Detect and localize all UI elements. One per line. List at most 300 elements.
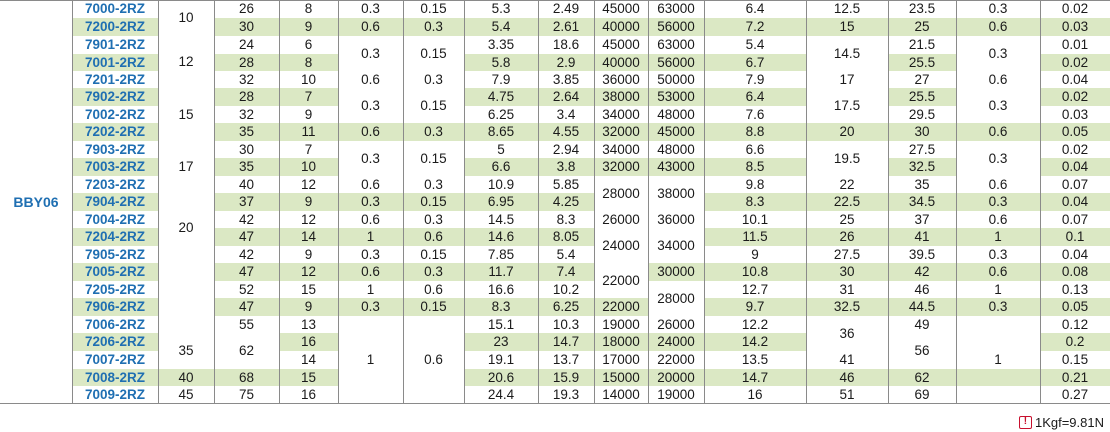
value-cell-Cr: 23	[493, 334, 509, 350]
value-cell-grease: 38000	[602, 89, 640, 105]
value-cell-Cr: 7.9	[491, 71, 511, 87]
value-cell-wt: 0.02	[1061, 54, 1089, 70]
value-cell-d	[158, 316, 214, 333]
value-cell-B: 12	[300, 211, 317, 227]
value-cell-D: 68	[238, 369, 255, 385]
value-cell-db: 51	[839, 387, 855, 403]
value-cell-ra: 0.3	[988, 45, 1008, 61]
value-cell-r: 0.3	[361, 194, 380, 210]
value-cell-Da: 30	[914, 124, 930, 140]
value-cell-db: 25	[839, 211, 855, 227]
value-cell-r1: 0.6	[424, 281, 443, 297]
value-cell-d	[158, 263, 214, 316]
value-cell-db: 15	[839, 19, 855, 35]
value-cell-Da: 25	[914, 19, 930, 35]
value-cell-r1: 0.3	[424, 71, 443, 87]
value-cell-r: 0.6	[361, 71, 380, 87]
value-cell-ra	[956, 386, 1040, 404]
value-cell-Cor: 4.55	[552, 124, 580, 140]
value-cell-oil: 48000	[657, 106, 695, 122]
model-cell: 7005-2RZ	[84, 264, 146, 280]
value-cell-D: 35	[238, 124, 255, 140]
value-cell-Cor: 19.3	[552, 387, 580, 403]
value-cell-ra: 0.3	[988, 194, 1008, 210]
value-cell-D: 30	[238, 141, 255, 157]
model-cell: 7204-2RZ	[84, 229, 146, 245]
value-cell-da: 16	[747, 387, 763, 403]
value-cell-Cor: 5.4	[556, 246, 576, 262]
model-cell: 7906-2RZ	[84, 299, 146, 315]
model-cell: 7904-2RZ	[84, 194, 146, 210]
value-cell-grease: 32000	[602, 124, 640, 140]
value-cell-da: 7.6	[745, 106, 765, 122]
value-cell-Cor: 2.64	[552, 89, 580, 105]
value-cell-da: 9.7	[745, 299, 765, 315]
value-cell-oil: 50000	[657, 71, 695, 87]
value-cell-wt: 0.03	[1061, 106, 1089, 122]
value-cell-Da: 42	[914, 264, 930, 280]
value-cell-da: 5.4	[745, 37, 765, 53]
value-cell-D: 28	[238, 54, 255, 70]
value-cell-B: 8	[304, 1, 313, 17]
value-cell-B: 7	[304, 141, 313, 157]
value-cell-d: 45	[178, 387, 194, 403]
value-cell-Cr: 7.85	[487, 246, 515, 262]
value-cell-da: 10.1	[741, 211, 769, 227]
value-cell-oil: 24000	[657, 334, 695, 350]
value-cell-Cor: 3.4	[556, 106, 576, 122]
value-cell-Cr: 5	[497, 141, 505, 157]
value-cell-Da: 35	[914, 176, 930, 192]
value-cell-Cr: 11.7	[488, 264, 514, 280]
value-cell-oil: 36000	[657, 211, 695, 227]
unit-note-text: 1Kgf=9.81N	[1034, 414, 1104, 430]
value-cell-B: 7	[304, 89, 313, 105]
value-cell-B: 13	[300, 316, 317, 332]
value-cell-oil: 28000	[657, 290, 695, 306]
value-cell-Cor: 4.25	[552, 194, 580, 210]
value-cell-grease: 24000	[602, 237, 640, 253]
value-cell-oil: 45000	[657, 124, 695, 140]
value-cell-Cor: 2.94	[552, 141, 580, 157]
value-cell-D: 35	[238, 159, 255, 175]
value-cell-wt: 0.13	[1061, 281, 1089, 297]
model-cell: 7905-2RZ	[84, 246, 146, 262]
model-cell: 7000-2RZ	[84, 1, 146, 17]
value-cell-ra: 1	[994, 229, 1002, 245]
value-cell-B: 9	[304, 299, 313, 315]
value-cell-grease: 32000	[602, 159, 640, 175]
value-cell-D: 32	[238, 71, 255, 87]
value-cell-Cor: 8.05	[552, 229, 580, 245]
value-cell-r: 0.3	[361, 246, 380, 262]
value-cell-da: 6.4	[745, 89, 765, 105]
value-cell-Da: 56	[914, 343, 930, 359]
value-cell-Da: 39.5	[908, 246, 936, 262]
value-cell-db: 22.5	[833, 194, 861, 210]
value-cell-oil: 20000	[657, 369, 695, 385]
model-cell: 7001-2RZ	[84, 54, 146, 70]
value-cell-wt: 0.15	[1061, 352, 1089, 368]
value-cell-B: 16	[300, 387, 317, 403]
value-cell-grease: 34000	[602, 106, 640, 122]
value-cell-ra: 0.3	[988, 150, 1008, 166]
value-cell-B: 10	[300, 159, 317, 175]
value-cell-Da: 62	[914, 369, 930, 385]
grid-line-v	[538, 0, 539, 404]
value-cell-D: 37	[238, 194, 255, 210]
value-cell-ra: 0.6	[988, 19, 1008, 35]
value-cell-Da: 32.5	[908, 159, 936, 175]
value-cell-B: 8	[304, 54, 313, 70]
value-cell-Cr: 8.3	[491, 299, 511, 315]
value-cell-Cor: 5.85	[552, 176, 580, 192]
value-cell-r1: 0.15	[420, 246, 447, 262]
value-cell-Da: 37	[914, 211, 930, 227]
model-cell: 7901-2RZ	[84, 37, 146, 53]
value-cell-wt: 0.02	[1061, 141, 1089, 157]
value-cell-r1: 0.3	[424, 19, 443, 35]
value-cell-db: 17.5	[833, 97, 861, 113]
value-cell-d: 40	[178, 369, 194, 385]
value-cell-db: 46	[839, 369, 855, 385]
value-cell-r1: 0.6	[424, 229, 443, 245]
value-cell-r1: 0.15	[420, 1, 447, 17]
value-cell-db: 22	[839, 176, 855, 192]
value-cell-db: 20	[839, 124, 855, 140]
value-cell-grease: 22000	[602, 299, 640, 315]
value-cell-wt: 0.21	[1061, 369, 1089, 385]
value-cell-ra: 0.6	[988, 211, 1008, 227]
value-cell-da: 6.6	[745, 141, 765, 157]
value-cell-r1: 0.15	[420, 45, 447, 61]
value-cell-Cor: 14.7	[552, 334, 580, 350]
value-cell-da: 13.5	[741, 352, 769, 368]
value-cell-ra: 1	[994, 352, 1002, 368]
value-cell-ra: 0.3	[988, 299, 1008, 315]
grid-line-v	[956, 0, 957, 404]
model-cell: 7202-2RZ	[84, 124, 146, 140]
value-cell-r1: 0.6	[424, 352, 443, 368]
value-cell-Cr: 6.25	[487, 106, 515, 122]
value-cell-B: 15	[300, 281, 317, 297]
value-cell-Cr: 15.1	[487, 316, 515, 332]
value-cell-wt: 0.04	[1061, 71, 1089, 87]
model-cell: 7003-2RZ	[84, 159, 146, 175]
value-cell-r: 0.6	[361, 211, 380, 227]
value-cell-oil: 56000	[657, 19, 695, 35]
value-cell-B: 9	[304, 246, 313, 262]
value-cell-r1	[403, 316, 464, 351]
value-cell-r: 0.3	[361, 150, 380, 166]
value-cell-oil: 30000	[657, 264, 695, 280]
value-cell-d: 17	[178, 159, 194, 175]
grid-line-v	[888, 0, 889, 404]
value-cell-oil: 26000	[657, 316, 695, 332]
model-cell: 7206-2RZ	[84, 334, 146, 350]
value-cell-d: 20	[178, 220, 194, 236]
value-cell-B: 9	[304, 106, 313, 122]
value-cell-da: 9.8	[745, 176, 765, 192]
grid-line-v	[214, 0, 215, 404]
value-cell-grease: 36000	[602, 71, 640, 87]
value-cell-r: 0.6	[361, 19, 380, 35]
value-cell-db: 30	[839, 264, 855, 280]
value-cell-grease: 26000	[602, 211, 640, 227]
value-cell-wt: 0.1	[1065, 229, 1085, 245]
value-cell-db: 36	[839, 325, 855, 341]
grid-line-v	[1040, 0, 1041, 404]
value-cell-Cor: 18.6	[552, 37, 580, 53]
value-cell-r1: 0.3	[424, 124, 443, 140]
value-cell-oil: 63000	[657, 37, 695, 53]
model-cell: 7200-2RZ	[84, 19, 146, 35]
grid-line-v	[338, 0, 339, 404]
value-cell-da: 6.7	[745, 54, 765, 70]
value-cell-r: 0.6	[361, 264, 380, 280]
value-cell-B: 9	[304, 19, 313, 35]
value-cell-wt: 0.05	[1061, 299, 1089, 315]
value-cell-Cor: 6.25	[552, 299, 580, 315]
value-cell-wt: 0.02	[1061, 89, 1089, 105]
value-cell-r1	[403, 369, 464, 404]
value-cell-ra: 0.6	[988, 124, 1008, 140]
model-cell: 7201-2RZ	[84, 71, 146, 87]
value-cell-oil: 56000	[657, 54, 695, 70]
value-cell-D: 75	[238, 387, 255, 403]
value-cell-oil: 19000	[657, 387, 695, 403]
value-cell-r: 0.6	[361, 176, 380, 192]
value-cell-wt: 0.12	[1061, 316, 1089, 332]
value-cell-Cr: 5.8	[491, 54, 511, 70]
value-cell-r: 1	[366, 352, 375, 368]
value-cell-Da: 29.5	[908, 106, 936, 122]
value-cell-B: 12	[300, 264, 317, 280]
value-cell-Cr: 10.9	[487, 176, 515, 192]
grid-line-v	[648, 0, 649, 404]
value-cell-grease: 40000	[602, 54, 640, 70]
value-cell-r: 0.3	[361, 1, 380, 17]
model-cell: 7004-2RZ	[84, 211, 146, 227]
value-cell-Cor: 3.85	[552, 71, 580, 87]
value-cell-wt: 0.07	[1061, 211, 1089, 227]
value-cell-Cr: 5.3	[491, 1, 511, 17]
value-cell-da: 12.7	[741, 281, 769, 297]
value-cell-D: 55	[238, 316, 255, 332]
value-cell-db: 31	[839, 281, 855, 297]
model-cell: 7205-2RZ	[84, 281, 146, 297]
value-cell-r: 1	[366, 281, 375, 297]
model-cell: 7006-2RZ	[84, 316, 146, 332]
value-cell-B: 11	[301, 124, 316, 140]
value-cell-db: 14.5	[833, 45, 861, 61]
value-cell-db: 19.5	[833, 150, 861, 166]
value-cell-Cor: 15.9	[552, 369, 580, 385]
value-cell-wt: 0.07	[1061, 176, 1089, 192]
value-cell-D: 30	[238, 19, 255, 35]
value-cell-oil: 48000	[657, 141, 695, 157]
grid-line-v	[594, 0, 595, 404]
model-cell: 7903-2RZ	[84, 141, 146, 157]
value-cell-grease: 28000	[602, 185, 640, 201]
value-cell-Cr: 16.6	[487, 281, 515, 297]
model-cell: 7007-2RZ	[84, 352, 146, 368]
value-cell-Cr: 14.6	[487, 229, 515, 245]
value-cell-grease: 40000	[602, 19, 640, 35]
value-cell-B: 14	[300, 229, 317, 245]
value-cell-D: 26	[238, 1, 255, 17]
value-cell-wt: 0.08	[1061, 264, 1089, 280]
value-cell-r	[338, 316, 403, 351]
value-cell-r: 0.6	[361, 124, 380, 140]
grid-line-v	[279, 0, 280, 404]
value-cell-r1: 0.15	[420, 97, 447, 113]
value-cell-da: 8.3	[745, 194, 765, 210]
value-cell-Cor: 7.4	[556, 264, 576, 280]
value-cell-db: 12.5	[833, 1, 861, 17]
value-cell-da: 14.2	[741, 334, 769, 350]
value-cell-grease: 17000	[602, 352, 640, 368]
value-cell-Cor: 10.3	[552, 316, 580, 332]
value-cell-grease: 22000	[602, 272, 640, 288]
value-cell-Da: 27	[914, 71, 930, 87]
value-cell-B: 10	[300, 71, 317, 87]
value-cell-Cor: 8.3	[556, 211, 576, 227]
value-cell-Da: 27.5	[908, 141, 936, 157]
value-cell-D: 52	[238, 281, 255, 297]
value-cell-B: 9	[304, 194, 313, 210]
value-cell-da: 6.4	[745, 1, 765, 17]
value-cell-grease: 18000	[602, 334, 640, 350]
value-cell-oil: 53000	[657, 89, 695, 105]
value-cell-Cor: 2.49	[552, 1, 580, 17]
value-cell-oil: 22000	[657, 352, 695, 368]
value-cell-Da: 46	[914, 281, 930, 297]
value-cell-d: 12	[178, 54, 194, 70]
value-cell-ra: 0.3	[988, 97, 1008, 113]
value-cell-r: 1	[366, 229, 375, 245]
value-cell-r1: 0.3	[424, 176, 443, 192]
value-cell-B: 14	[300, 352, 317, 368]
value-cell-D: 32	[238, 106, 255, 122]
value-cell-d: 35	[178, 343, 194, 359]
value-cell-oil: 63000	[657, 1, 695, 17]
value-cell-wt: 0.27	[1061, 387, 1089, 403]
value-cell-B: 6	[304, 37, 313, 53]
grid-line-h	[0, 0, 1110, 1]
value-cell-wt: 0.05	[1061, 124, 1089, 140]
grid-line-h	[0, 403, 1110, 404]
value-cell-ra: 0.3	[988, 1, 1008, 17]
value-cell-Cr: 24.4	[487, 387, 515, 403]
value-cell-grease: 45000	[602, 1, 640, 17]
value-cell-d: 10	[178, 10, 194, 26]
value-cell-da: 7.9	[745, 71, 765, 87]
value-cell-r1: 0.15	[420, 194, 447, 210]
value-cell-D: 42	[238, 246, 255, 262]
value-cell-Da: 69	[914, 387, 930, 403]
value-cell-grease: 19000	[602, 316, 640, 332]
value-cell-Da: 23.5	[908, 1, 936, 17]
value-cell-r1: 0.3	[424, 264, 443, 280]
value-cell-Cr: 5.4	[491, 19, 511, 35]
value-cell-ra: 0.6	[988, 71, 1008, 87]
value-cell-wt: 0.04	[1061, 246, 1089, 262]
value-cell-grease: 34000	[602, 141, 640, 157]
value-cell-ra: 0.6	[988, 264, 1008, 280]
unit-note	[1019, 414, 1104, 430]
value-cell-r1: 0.15	[420, 299, 447, 315]
value-cell-da: 8.5	[745, 159, 765, 175]
model-cell: 7203-2RZ	[84, 176, 146, 192]
value-cell-d: 15	[178, 106, 194, 122]
value-cell-r: 0.3	[361, 45, 380, 61]
value-cell-Da: 25.5	[908, 89, 936, 105]
value-cell-db: 17	[839, 71, 855, 87]
value-cell-ra: 0.3	[988, 246, 1008, 262]
value-cell-B: 15	[300, 369, 317, 385]
value-cell-Da: 41	[914, 229, 930, 245]
value-cell-ra: 1	[994, 281, 1002, 297]
value-cell-wt: 0.02	[1061, 1, 1089, 17]
value-cell-db: 26	[839, 229, 855, 245]
value-cell-ra	[956, 369, 1040, 386]
value-cell-Cor: 13.7	[552, 352, 580, 368]
value-cell-Da: 25.5	[908, 54, 936, 70]
value-cell-Cr: 14.5	[487, 211, 515, 227]
value-cell-wt: 0.04	[1061, 159, 1089, 175]
value-cell-wt: 0.01	[1061, 37, 1089, 53]
value-cell-Da: 44.5	[908, 299, 936, 315]
value-cell-Cor: 10.2	[552, 281, 580, 297]
value-cell-ra	[956, 316, 1040, 351]
value-cell-Cr: 20.6	[487, 369, 515, 385]
grid-line-v	[158, 0, 159, 404]
value-cell-db: 41	[839, 352, 855, 368]
value-cell-wt: 0.2	[1065, 334, 1085, 350]
value-cell-D: 28	[238, 89, 255, 105]
value-cell-r: 0.3	[361, 97, 380, 113]
model-cell: 7902-2RZ	[84, 89, 146, 105]
value-cell-Da: 21.5	[908, 37, 936, 53]
value-cell-da: 14.7	[741, 369, 769, 385]
value-cell-Cor: 3.8	[556, 159, 576, 175]
value-cell-B: 16	[300, 334, 317, 350]
value-cell-grease: 14000	[602, 387, 640, 403]
value-cell-da: 10.8	[741, 264, 769, 280]
exclamation-icon: !	[1019, 416, 1032, 429]
value-cell-oil: 38000	[657, 185, 695, 201]
value-cell-db: 27.5	[833, 246, 861, 262]
value-cell-Cr: 8.65	[487, 124, 515, 140]
value-cell-D: 47	[238, 299, 255, 315]
value-cell-r1: 0.3	[424, 211, 443, 227]
model-cell: 7002-2RZ	[84, 106, 146, 122]
value-cell-da: 12.2	[741, 316, 769, 332]
value-cell-Da: 34.5	[908, 194, 936, 210]
value-cell-D: 40	[238, 176, 255, 192]
value-cell-da: 7.2	[745, 19, 765, 35]
grid-line-v	[806, 0, 807, 404]
grid-line-v	[704, 0, 705, 404]
model-cell: 7009-2RZ	[84, 387, 146, 403]
value-cell-Cr: 3.35	[487, 37, 515, 53]
value-cell-B: 12	[300, 176, 317, 192]
value-cell-Cr: 6.95	[487, 194, 515, 210]
value-cell-Cr: 4.75	[487, 89, 515, 105]
model-cell: 7008-2RZ	[84, 369, 146, 385]
value-cell-da: 11.5	[742, 229, 768, 245]
